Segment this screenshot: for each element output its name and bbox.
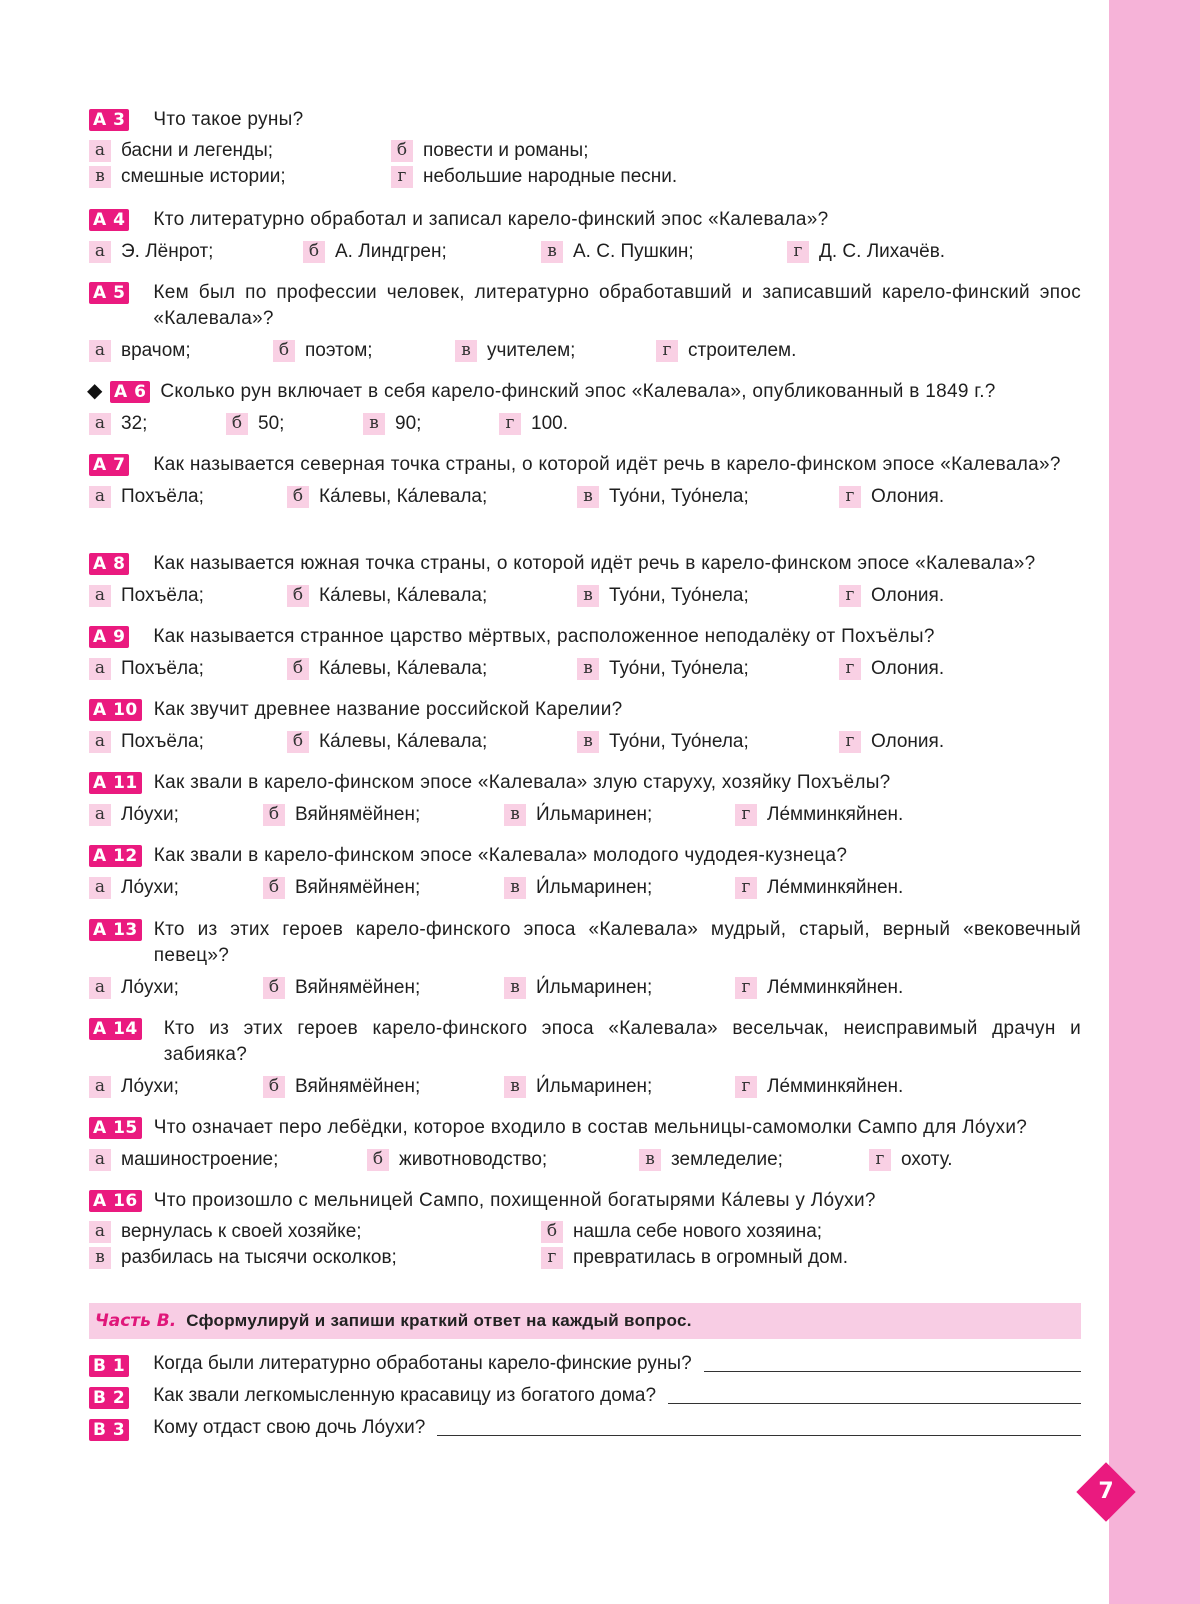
option-text: превратилась в огромный дом. — [573, 1247, 848, 1268]
option-text: небольшие народные песни. — [423, 166, 678, 187]
option-g[interactable] — [839, 656, 944, 682]
option-letter: в — [577, 731, 599, 753]
question-a15 — [89, 1115, 1081, 1173]
question-a13 — [89, 917, 1081, 1001]
question-text: Кому отдаст свою дочь Ло́ухи? — [153, 1417, 426, 1438]
option-v[interactable] — [504, 1074, 652, 1100]
option-letter: в — [504, 977, 526, 999]
option-text: Ле́мминкяйнен. — [767, 977, 904, 998]
option-text: Олония. — [871, 486, 945, 507]
option-g[interactable] — [869, 1147, 953, 1173]
option-letter: б — [367, 1149, 389, 1171]
option-text: животноводство; — [399, 1149, 548, 1170]
option-text: Похъёла; — [121, 486, 204, 507]
option-text: Ле́мминкяйнен. — [767, 804, 904, 825]
option-a[interactable] — [89, 338, 191, 364]
question-text: Кто литературно обработал и записал карело-финский эпос «Калевала»? — [153, 209, 829, 230]
option-g[interactable] — [499, 411, 568, 437]
question-text: Что произошло с мельницей Сампо, похищенной богатырями Ка́левы у Ло́ухи? — [153, 1190, 876, 1211]
question-number: А 14 — [89, 1018, 142, 1040]
option-b[interactable] — [541, 1219, 822, 1245]
question-text: Что такое руны? — [153, 109, 304, 130]
option-text: строителем. — [688, 340, 797, 361]
option-text: Олония. — [871, 658, 945, 679]
option-letter: в — [541, 241, 563, 263]
option-letter: г — [839, 486, 861, 508]
option-b[interactable] — [391, 138, 588, 164]
option-text: И́льмаринен; — [536, 877, 653, 898]
option-text: Туо́ни, Туо́нела; — [609, 585, 749, 606]
option-v[interactable] — [577, 729, 749, 755]
option-letter: г — [735, 877, 757, 899]
option-text: Ка́левы, Ка́левала; — [319, 585, 488, 606]
option-text: Ка́левы, Ка́левала; — [319, 731, 488, 752]
question-number: А 12 — [89, 845, 142, 867]
answer-line[interactable] — [437, 1435, 1081, 1436]
question-number: В 2 — [89, 1387, 129, 1409]
option-letter: г — [787, 241, 809, 263]
option-g[interactable] — [391, 164, 677, 190]
option-text: И́льмаринен; — [536, 804, 653, 825]
question-b1 — [89, 1351, 1081, 1377]
option-letter: б — [287, 486, 309, 508]
option-text: Ка́левы, Ка́левала; — [319, 658, 488, 679]
question-a12 — [89, 843, 1081, 901]
option-text: Ка́левы, Ка́левала; — [319, 486, 488, 507]
option-text: разбилась на тысячи осколков; — [121, 1247, 397, 1268]
question-b3 — [89, 1415, 1081, 1441]
question-a5 — [89, 280, 1081, 364]
option-letter: г — [839, 658, 861, 680]
option-v[interactable] — [577, 656, 749, 682]
option-letter: б — [263, 877, 285, 899]
answer-line[interactable] — [704, 1371, 1081, 1372]
option-letter: г — [656, 340, 678, 362]
option-g[interactable] — [735, 975, 903, 1001]
question-number: А 4 — [89, 209, 129, 231]
question-number: А 3 — [89, 109, 129, 131]
option-letter: а — [89, 140, 111, 162]
option-g[interactable] — [839, 583, 944, 609]
option-text: Похъёла; — [121, 658, 204, 679]
question-a8 — [89, 551, 1081, 609]
question-text: Когда были литературно обработаны карело-финские руны? — [153, 1353, 692, 1374]
option-v[interactable] — [504, 875, 652, 901]
question-text: Как звали в карело-финском эпосе «Калевала» злую старуху, хозяйку Похъёлы? — [153, 772, 891, 793]
side-color-strip — [1109, 0, 1200, 1604]
part-b-instruction: Сформулируй и запиши краткий ответ на каждый вопрос. — [186, 1311, 692, 1330]
option-letter: г — [869, 1149, 891, 1171]
option-g[interactable] — [541, 1245, 848, 1271]
option-text: Ло́ухи; — [121, 877, 179, 898]
option-letter: г — [735, 977, 757, 999]
option-letter: в — [639, 1149, 661, 1171]
question-a6 — [89, 379, 1081, 437]
option-g[interactable] — [787, 239, 945, 265]
question-text: Кем был по профессии человек, литературно обработавший и записавший карело-финский эпос «Калевала»? — [153, 282, 1081, 329]
option-text: Олония. — [871, 585, 945, 606]
option-v[interactable] — [89, 1245, 397, 1271]
option-text: Похъёла; — [121, 731, 204, 752]
question-number: В 3 — [89, 1419, 129, 1441]
option-letter: г — [391, 166, 413, 188]
option-g[interactable] — [735, 875, 903, 901]
option-b[interactable] — [263, 875, 420, 901]
option-letter: а — [89, 241, 111, 263]
option-a[interactable] — [89, 802, 179, 828]
option-text: 100. — [531, 413, 568, 434]
option-b[interactable] — [226, 411, 284, 437]
option-a[interactable] — [89, 1219, 362, 1245]
option-v[interactable] — [639, 1147, 783, 1173]
option-letter: а — [89, 977, 111, 999]
option-letter: а — [89, 585, 111, 607]
option-letter: б — [273, 340, 295, 362]
option-a[interactable] — [89, 138, 273, 164]
option-v[interactable] — [504, 975, 652, 1001]
question-number: А 13 — [89, 919, 142, 941]
option-letter: б — [263, 977, 285, 999]
option-text: охоту. — [901, 1149, 953, 1170]
option-text: Вяйнямёйнен; — [295, 877, 421, 898]
option-a[interactable] — [89, 583, 204, 609]
option-a[interactable] — [89, 411, 147, 437]
option-text: А. Линдгрен; — [335, 241, 447, 262]
option-v[interactable] — [504, 802, 652, 828]
option-text: Ло́ухи; — [121, 1076, 179, 1097]
option-letter: в — [504, 877, 526, 899]
option-letter: а — [89, 658, 111, 680]
option-letter: б — [287, 585, 309, 607]
option-letter: г — [541, 1247, 563, 1269]
option-letter: в — [504, 1076, 526, 1098]
question-a3 — [89, 107, 1081, 190]
option-letter: в — [89, 166, 111, 188]
option-text: Олония. — [871, 731, 945, 752]
question-text: Как звали легкомысленную красавицу из богатого дома? — [153, 1385, 657, 1406]
option-b[interactable] — [367, 1147, 547, 1173]
question-number: А 9 — [89, 626, 129, 648]
option-g[interactable] — [839, 729, 944, 755]
question-a16 — [89, 1188, 1081, 1271]
option-a[interactable] — [89, 656, 204, 682]
option-g[interactable] — [735, 1074, 903, 1100]
option-letter: г — [735, 804, 757, 826]
option-letter: г — [499, 413, 521, 435]
option-b[interactable] — [287, 656, 487, 682]
question-text: Что означает перо лебёдки, которое входило в состав мельницы-самомолки Сампо для Ло́ухи? — [153, 1117, 1028, 1138]
option-a[interactable] — [89, 729, 204, 755]
option-text: поэтом; — [305, 340, 373, 361]
option-text: врачом; — [121, 340, 191, 361]
option-letter: б — [303, 241, 325, 263]
question-number: А 11 — [89, 772, 142, 794]
option-letter: в — [577, 486, 599, 508]
question-a11 — [89, 770, 1081, 828]
option-a[interactable] — [89, 1147, 278, 1173]
option-a[interactable] — [89, 239, 213, 265]
question-text: Как звучит древнее название российской Карелии? — [153, 699, 623, 720]
question-a7 — [89, 452, 1081, 510]
question-a10 — [89, 697, 1081, 755]
option-v[interactable] — [541, 239, 694, 265]
question-text: Как звали в карело-финском эпосе «Калевала» молодого чудодея-кузнеца? — [153, 845, 848, 866]
option-v[interactable] — [577, 583, 749, 609]
answer-line[interactable] — [668, 1403, 1081, 1404]
option-text: И́льмаринен; — [536, 1076, 653, 1097]
option-text: машиностроение; — [121, 1149, 279, 1170]
option-text: Д. С. Лихачёв. — [819, 241, 946, 262]
option-letter: а — [89, 877, 111, 899]
question-text: Как называется северная точка страны, о которой идёт речь в карело-финском эпосе «Калевала»? — [153, 454, 1061, 475]
question-text: Сколько рун включает в себя карело-финский эпос «Калевала», опубликованный в 1849 г.? — [160, 381, 996, 402]
diamond-icon: ◆ — [87, 380, 103, 402]
option-b[interactable] — [273, 338, 373, 364]
question-number: А 7 — [89, 454, 129, 476]
option-b[interactable] — [263, 1074, 420, 1100]
part-b-label: Часть В. — [95, 1311, 177, 1331]
option-a[interactable] — [89, 875, 179, 901]
question-number: А 15 — [89, 1117, 142, 1139]
option-text: повести и романы; — [423, 140, 589, 161]
option-letter: б — [391, 140, 413, 162]
question-text: Кто из этих героев карело-финского эпоса «Калевала» весельчак, неисправимый драчун и забияка? — [163, 1018, 1081, 1065]
option-a[interactable] — [89, 975, 179, 1001]
option-letter: б — [263, 1076, 285, 1098]
option-letter: в — [455, 340, 477, 362]
option-text: Вяйнямёйнен; — [295, 804, 421, 825]
question-number: А 8 — [89, 553, 129, 575]
option-v[interactable] — [89, 164, 286, 190]
question-text: Как называется южная точка страны, о которой идёт речь в карело-финском эпосе «Калевала»? — [153, 553, 1036, 574]
option-letter: г — [839, 585, 861, 607]
option-letter: в — [504, 804, 526, 826]
option-letter: б — [226, 413, 248, 435]
option-v[interactable] — [455, 338, 575, 364]
question-b2 — [89, 1383, 1081, 1409]
question-number: А 10 — [89, 699, 142, 721]
option-letter: в — [89, 1247, 111, 1269]
option-text: басни и легенды; — [121, 140, 274, 161]
option-text: Туо́ни, Туо́нела; — [609, 731, 749, 752]
option-text: земледелие; — [671, 1149, 783, 1170]
option-letter: б — [263, 804, 285, 826]
option-text: Туо́ни, Туо́нела; — [609, 486, 749, 507]
question-text: Как называется странное царство мёртвых, расположенное неподалёку от Похъёлы? — [153, 626, 935, 647]
option-g[interactable] — [839, 484, 944, 510]
option-text: 50; — [258, 413, 285, 434]
option-b[interactable] — [287, 484, 487, 510]
option-text: Вяйнямёйнен; — [295, 977, 421, 998]
option-letter: а — [89, 1076, 111, 1098]
question-a9 — [89, 624, 1081, 682]
option-letter: а — [89, 1221, 111, 1243]
question-number: А 6 — [110, 381, 150, 403]
option-letter: г — [735, 1076, 757, 1098]
option-v[interactable] — [363, 411, 421, 437]
option-letter: а — [89, 413, 111, 435]
option-a[interactable] — [89, 1074, 179, 1100]
question-a4 — [89, 207, 1081, 265]
option-text: Э. Лёнрот; — [121, 241, 214, 262]
option-letter: а — [89, 804, 111, 826]
option-text: 90; — [395, 413, 422, 434]
question-number: В 1 — [89, 1355, 129, 1377]
option-g[interactable] — [656, 338, 796, 364]
option-text: учителем; — [487, 340, 576, 361]
option-b[interactable] — [287, 583, 487, 609]
option-text: Ле́мминкяйнен. — [767, 877, 904, 898]
option-text: Похъёла; — [121, 585, 204, 606]
option-b[interactable] — [263, 975, 420, 1001]
option-letter: г — [839, 731, 861, 753]
option-text: вернулась к своей хозяйке; — [121, 1221, 362, 1242]
option-text: И́льмаринен; — [536, 977, 653, 998]
page-number: 7 — [1098, 1479, 1114, 1504]
part-b-header — [89, 1303, 1081, 1339]
option-b[interactable] — [287, 729, 487, 755]
option-letter: б — [541, 1221, 563, 1243]
option-letter: б — [287, 658, 309, 680]
option-text: Туо́ни, Туо́нела; — [609, 658, 749, 679]
question-number: А 16 — [89, 1190, 142, 1212]
option-v[interactable] — [577, 484, 749, 510]
option-letter: в — [577, 658, 599, 680]
option-text: Ле́мминкяйнен. — [767, 1076, 904, 1097]
option-text: Ло́ухи; — [121, 804, 179, 825]
option-letter: а — [89, 731, 111, 753]
option-letter: а — [89, 486, 111, 508]
option-text: А. С. Пушкин; — [573, 241, 694, 262]
option-text: Вяйнямёйнен; — [295, 1076, 421, 1097]
option-letter: в — [363, 413, 385, 435]
option-b[interactable] — [303, 239, 447, 265]
question-a14 — [89, 1016, 1081, 1100]
option-text: 32; — [121, 413, 148, 434]
option-text: Ло́ухи; — [121, 977, 179, 998]
option-letter: а — [89, 1149, 111, 1171]
option-letter: а — [89, 340, 111, 362]
option-b[interactable] — [263, 802, 420, 828]
option-letter: в — [577, 585, 599, 607]
option-a[interactable] — [89, 484, 204, 510]
option-text: смешные истории; — [121, 166, 286, 187]
question-number: А 5 — [89, 282, 129, 304]
question-text: Кто из этих героев карело-финского эпоса «Калевала» мудрый, старый, верный «вековечный певец»? — [153, 919, 1081, 966]
option-text: нашла себе нового хозяина; — [573, 1221, 823, 1242]
option-letter: б — [287, 731, 309, 753]
option-g[interactable] — [735, 802, 903, 828]
